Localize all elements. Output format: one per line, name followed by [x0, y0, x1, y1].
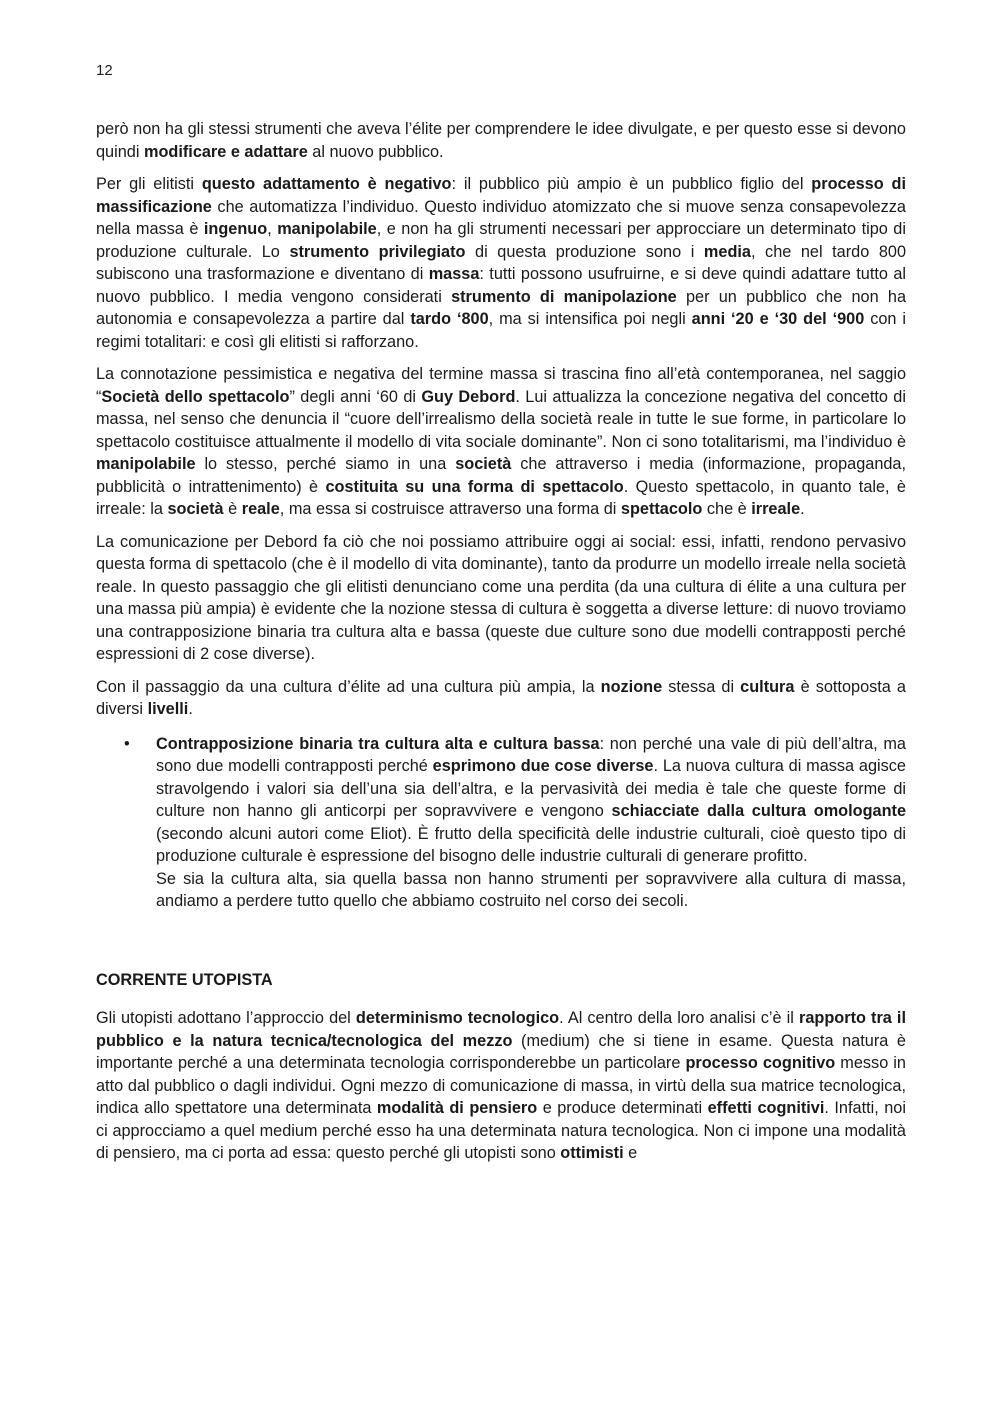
bold-text-run: società [455, 455, 512, 473]
bold-text-run: media [703, 242, 751, 261]
text-run: lo stesso, perché siamo in una [195, 455, 456, 473]
bullet-paragraph [156, 868, 906, 913]
text-run: . Al centro della loro analisi c’è il [559, 1009, 799, 1027]
text-run: Con il passaggio da una cultura d’élite ad una cultura più ampia, la [96, 677, 601, 696]
text-run: però non ha gli stessi strumenti che aveva l’élite per comprendere le idee divulgate, e per questo esse si devono quindi [96, 120, 906, 161]
bold-text-run: questo adattamento è negativo [201, 175, 452, 193]
bullet-paragraph [156, 733, 906, 868]
bold-text-run: ottimisti [560, 1144, 624, 1162]
text-run: : non perché una vale di più dell’altra, ma sono due modelli contrapposti perché [156, 734, 906, 775]
bullet-icon: • [124, 734, 130, 753]
bold-text-run: livelli [147, 700, 189, 718]
text-run: stessa di [662, 677, 741, 696]
text-run: di questa produzione sono i [465, 242, 704, 261]
bold-text-run: nozione [600, 677, 663, 696]
text-run: , ma si intensifica poi negli [488, 310, 692, 328]
text-run: . Lui attualizza la concezione negativa del concetto di massa, nel senso che denuncia il “cuore dell’irrealismo della società reale in tutte le sue forme, in particolare lo spettacolo costituisce attualmente il modello di vita sociale dominante”. Non ci sono totalitarismi, ma l’individuo è [96, 387, 906, 451]
bold-text-run: strumento privilegiato [289, 242, 466, 261]
bold-text-run: esprimono due cose diverse [432, 757, 654, 775]
text-run: con i regimi totalitari: e così gli elitisti si rafforzano. [96, 310, 906, 351]
text-run: Se sia la cultura alta, sia quella bassa non hanno strumenti per sopravvivere alla cultura di massa, andiamo a perdere tutto quello che abbiamo costruito nel corso dei secoli. [156, 869, 906, 910]
bold-text-run: irreale [751, 500, 801, 518]
text-run: , ma essa si costruisce attraverso una forma di [279, 500, 621, 518]
text-run: Gli utopisti adottano l’approccio del [96, 1009, 356, 1027]
bold-text-run: processo cognitivo [685, 1054, 836, 1072]
text-run: : tutti possono usufruirne, e si deve quindi adattare tutto al nuovo pubblico. I media vengono considerati [96, 265, 906, 306]
bold-text-run: rapporto tra il pubblico e la natura tecnica/tecnologica del mezzo [96, 1009, 906, 1050]
text-run: e produce determinati [537, 1099, 708, 1117]
section-heading: CORRENTE UTOPISTA [96, 970, 273, 989]
text-run: e [623, 1144, 638, 1162]
text-run: La comunicazione per Debord fa ciò che noi possiamo attribuire oggi ai social: essi, infatti, rendono pervasivo questa forma di spettacolo (che è il modello di vita dominante), tanto da produrre un modello irreale nella società reale. In questo passaggio che gli elitisti denunciano come una perdita (da una cultura di élite a una cultura per una massa più ampia) è evidente che la nozione stessa di cultura è soggetta a diverse letture: di nuovo troviamo una contrapposizione binaria tra cultura alta e bassa (queste due culture sono due modelli contrapposti perché espressioni di 2 cose diverse). [96, 532, 907, 663]
bullet-list [96, 733, 906, 913]
text-run: che è [702, 500, 752, 518]
bold-text-run: modificare e adattare [143, 142, 308, 161]
text-run: . Infatti, noi ci approcciamo a quel medium perché esso ha una determinata natura tecnologica. Non ci impone una modalità di pensiero, ma ci porta ad essa: questo perché gli utopisti sono [96, 1099, 906, 1162]
text-run: , e non ha gli strumenti necessari per approcciare un determinato tipo di produzione culturale. Lo [96, 220, 906, 261]
text-run: è sottoposta a diversi [96, 677, 906, 718]
bold-text-run: società [167, 500, 224, 518]
bold-text-run: tardo ‘800 [410, 310, 489, 328]
text-run: (medium) che si tiene in esame. Questa natura è importante perché a una determinata tecnologia corrisponderebbe un particolare [96, 1031, 906, 1072]
bold-text-run: strumento di manipolazione [451, 287, 677, 306]
bold-text-run: manipolabile [277, 220, 377, 238]
bold-text-run: effetti cognitivi [707, 1099, 825, 1117]
text-run: La connotazione pessimistica e negativa del termine massa si trascina fino all’età contemporanea, nel saggio “ [96, 365, 906, 406]
body-paragraph [96, 118, 906, 163]
text-run: è [223, 500, 242, 518]
text-run: messo in atto dal pubblico o dagli individui. Ogni mezzo di comunicazione di massa, in virtù della sua matrice tecnologica, indica allo spettatore una determinata [96, 1054, 906, 1117]
bold-text-run: reale [241, 500, 280, 518]
bold-text-run: massa [428, 265, 480, 283]
body-paragraph [96, 173, 906, 353]
bold-text-run: anni ‘20 e ‘30 del ‘900 [691, 310, 865, 328]
text-run: Per gli elitisti [96, 175, 202, 193]
text-run: , [267, 220, 278, 238]
text-run: , che nel tardo 800 subiscono una trasformazione e diventano di [96, 242, 907, 283]
text-run: (secondo alcuni autori come Eliot). È frutto della specificità delle industrie culturali, cioè questo tipo di produzione culturale è espressione del bisogno delle industrie culturali di generare profitto. [156, 824, 906, 865]
bold-text-run: manipolabile [96, 455, 196, 473]
bullet-paragraphs [156, 733, 906, 913]
text-run: . [188, 700, 193, 718]
bold-text-run: spettacolo [620, 500, 703, 518]
bold-text-run: schiacciate dalla cultura omologante [611, 802, 907, 820]
bold-text-run: Contrapposizione binaria tra cultura alta e cultura bassa [156, 734, 600, 753]
text-run: che automatizza l’individuo. Questo individuo atomizzato che si muove senza consapevolezza nella massa è [96, 197, 906, 238]
text-run: : il pubblico più ampio è un pubblico figlio del [451, 175, 812, 193]
bold-text-run: processo di massificazione [96, 175, 906, 216]
document-body [96, 118, 906, 1175]
bold-text-run: Guy Debord [421, 387, 516, 406]
final-paragraph [96, 1007, 906, 1165]
bold-text-run: costituita su una forma di spettacolo [325, 477, 624, 496]
intro-paragraphs [96, 118, 906, 721]
bold-text-run: modalità di pensiero [376, 1099, 538, 1117]
text-run: per un pubblico che non ha autonomia e consapevolezza a partire dal [96, 287, 906, 328]
text-run: . [800, 500, 805, 518]
text-run: . La nuova cultura di massa agisce stravolgendo i valori sia dell’una sia dell’altra, e la pervasività dei media è tale che queste forme di culture non hanno gli anticorpi per sopravvivere e vengono [156, 757, 906, 820]
bold-text-run: cultura [740, 677, 795, 696]
text-run: che attraverso i media (informazione, propaganda, pubblicità o intrattenimento) è [96, 455, 907, 496]
text-run: ” degli anni ‘60 di [289, 387, 422, 406]
bold-text-run: ingenuo [203, 220, 268, 238]
body-paragraph [96, 676, 906, 721]
bullet-item [96, 733, 906, 913]
bold-text-run: determinismo tecnologico [355, 1009, 560, 1027]
text-run: . Questo spettacolo, in quanto tale, è irreale: la [96, 477, 906, 518]
body-paragraph [96, 531, 906, 666]
body-paragraph [96, 363, 906, 521]
page-number: 12 [96, 62, 113, 79]
bold-text-run: Società dello spettacolo [101, 387, 290, 406]
text-run: al nuovo pubblico. [307, 142, 444, 161]
